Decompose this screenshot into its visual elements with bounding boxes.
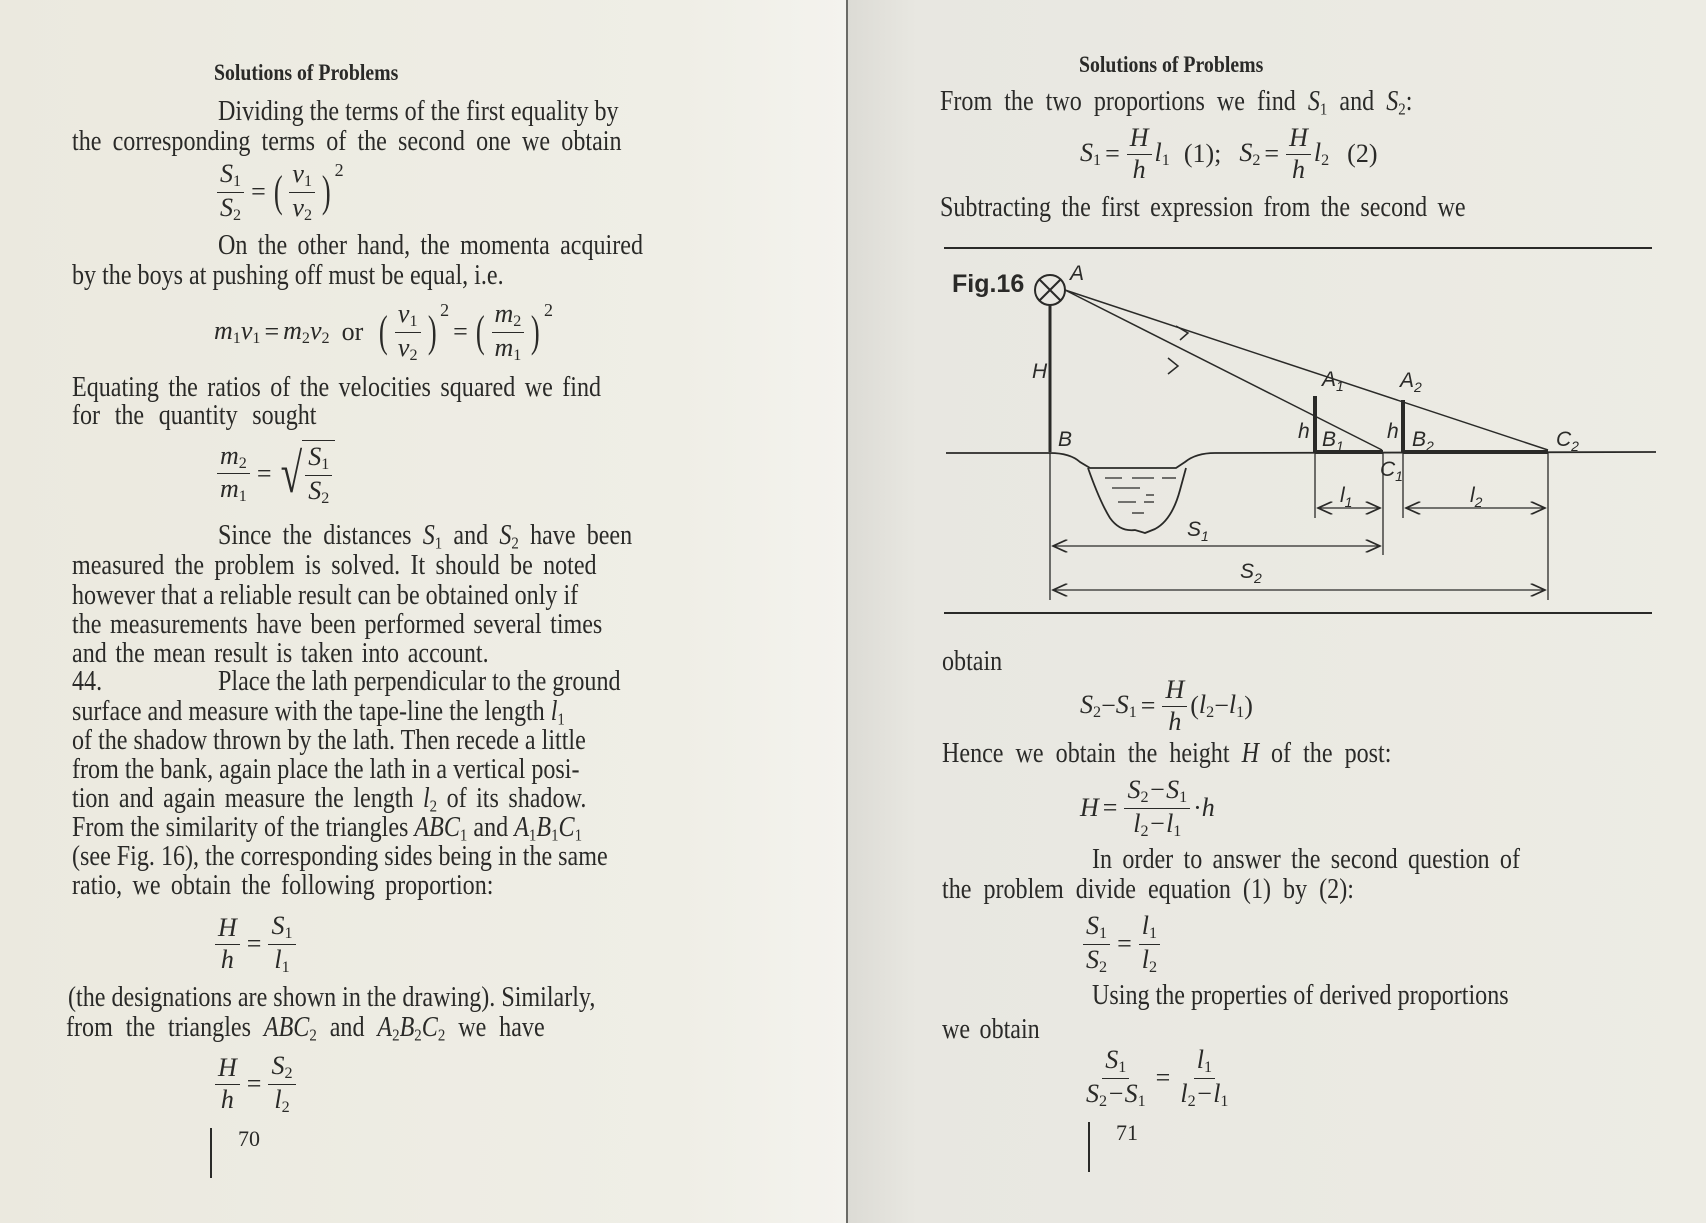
equation-difference: $S_2$ − $S_1$ = $\frac{H}{h}$ ( $l_2$ − $l_1$ )	[1080, 675, 1253, 736]
equation-ratio-velocity: $\frac{S_1}{S_2}$ = ( $\frac{v_1}{v_2}$ ) $^2$	[214, 160, 344, 225]
ray-arrow-icon	[1168, 358, 1178, 374]
ground-line	[946, 452, 1656, 468]
text-line: (the designations are shown in the drawing). Similarly,	[68, 982, 596, 1013]
label-s1: $S_1$	[1187, 518, 1209, 544]
equation-momenta: $m_1v_1$ = $m_2v_2$ or ( $\frac{v_1}{v_2}$ ) $^2$ = ( $\frac{m_2}{m_1}$ ) $^2$	[214, 299, 553, 364]
equation-height: H = $\frac{S_2-S_1}{l_2-l_1}$ · h	[1080, 775, 1215, 840]
text-line: Equating the ratios of the velocities squared we find	[72, 372, 602, 403]
label-l1: $l_1$	[1340, 484, 1353, 510]
label-a2: $A_2$	[1400, 369, 1422, 395]
text-line: Subtracting the first expression from the second we	[940, 192, 1466, 223]
text-line: of the shadow thrown by the lath. Then recede a little	[72, 725, 586, 756]
text-line: by the boys at pushing off must be equal, i.e.	[72, 260, 504, 291]
water-lines	[1105, 478, 1176, 513]
page-number: 71	[1116, 1120, 1138, 1145]
equation-mass-ratio: $\frac{m_2}{m_1}$ = √ $\frac{S_1}{S_2}$	[214, 440, 335, 508]
text-line: however that a reliable result can be obtained only if	[72, 580, 579, 611]
right-page	[848, 0, 1706, 1223]
text-line: Place the lath perpendicular to the ground	[218, 666, 621, 697]
equation-proportion-1: $\frac{H}{h}$ = $\frac{S_1}{l_1}$	[212, 912, 299, 977]
text-line: Dividing the terms of the first equality by	[218, 96, 619, 127]
text-line: and the mean result is taken into account.	[72, 638, 489, 669]
text-line: obtain	[942, 646, 1003, 677]
text-line: the corresponding terms of the second one we obtain	[72, 126, 622, 157]
label-h1: h	[1298, 420, 1310, 443]
text-line: Using the properties of derived proportions	[1092, 980, 1509, 1011]
text-line: Since the distances $S_1$ and $S_2$ have been	[218, 520, 633, 553]
page-number: 70	[238, 1126, 260, 1151]
label-h2: h	[1387, 420, 1399, 443]
text-line: the measurements have been performed several times	[72, 609, 603, 640]
text-line: In order to answer the second question of	[1092, 844, 1520, 875]
equation-proportion-2: $\frac{H}{h}$ = $\frac{S_2}{l_2}$	[212, 1052, 299, 1117]
page-number-bar	[210, 1128, 212, 1178]
label-post-h: H	[1032, 360, 1048, 383]
running-head: Solutions of Problems	[1079, 52, 1264, 77]
label-b1: $B_1$	[1322, 428, 1344, 454]
left-page	[0, 0, 848, 1223]
text-line: we obtain	[942, 1014, 1040, 1045]
text-line: from the triangles $ABC_2$ and $A_2B_2C_2$ we have	[66, 1012, 545, 1045]
label-s2: $S_2$	[1240, 560, 1262, 586]
equation-s1-s2: $S_1$ = $\frac{H}{h}$ $l_1$ (1); $S_2$ = $\frac{H}{h}$ $l_2$ (2)	[1080, 123, 1378, 184]
running-head: Solutions of Problems	[214, 60, 399, 85]
equation-derived-proportion: $\frac{S_1}{S_2-S_1}$ = $\frac{l_1}{l_2-l_1}$	[1086, 1045, 1229, 1110]
text-line: from the bank, again place the lath in a vertical posi-	[72, 754, 580, 785]
label-b2: $B_2$	[1412, 428, 1434, 454]
problem-number: 44.	[72, 666, 103, 697]
label-l2: $l_2$	[1470, 484, 1483, 510]
text-line: From the similarity of the triangles $ABC_1$ and $A_1B_1C_1$	[72, 812, 583, 845]
label-a: A	[1070, 262, 1085, 285]
svg-text:Fig.16: Fig.16	[952, 270, 1025, 298]
text-line: ratio, we obtain the following proportion:	[72, 870, 494, 901]
label-a1: $A_1$	[1322, 368, 1344, 394]
text-line: for the quantity sought	[72, 400, 317, 431]
text-line: From the two proportions we find $S_1$ and $S_2$:	[940, 86, 1413, 119]
page-number-bar	[1088, 1122, 1090, 1172]
label-b: B	[1058, 428, 1073, 451]
figure-top-rule	[944, 247, 1652, 249]
figure-bottom-rule	[944, 612, 1652, 614]
text-line: Hence we obtain the height H of the post:	[942, 738, 1392, 769]
text-line: On the other hand, the momenta acquired	[218, 230, 644, 261]
text-line: surface and measure with the tape-line the length $l_1$	[72, 696, 565, 729]
text-line: measured the problem is solved. It should be noted	[72, 550, 597, 581]
figure-16-diagram	[940, 250, 1660, 610]
label-c1: $C_1$	[1380, 458, 1403, 484]
text-line: the problem divide equation (1) by (2):	[942, 874, 1354, 905]
text-line: tion and again measure the length $l_2$ of its shadow.	[72, 783, 587, 816]
text-line: (see Fig. 16), the corresponding sides being in the same	[72, 841, 608, 872]
equation-ratio-divided: $\frac{S_1}{S_2}$ = $\frac{l_1}{l_2}$	[1080, 912, 1163, 977]
fig-caption	[952, 270, 1024, 298]
label-c2: $C_2$	[1556, 428, 1579, 454]
